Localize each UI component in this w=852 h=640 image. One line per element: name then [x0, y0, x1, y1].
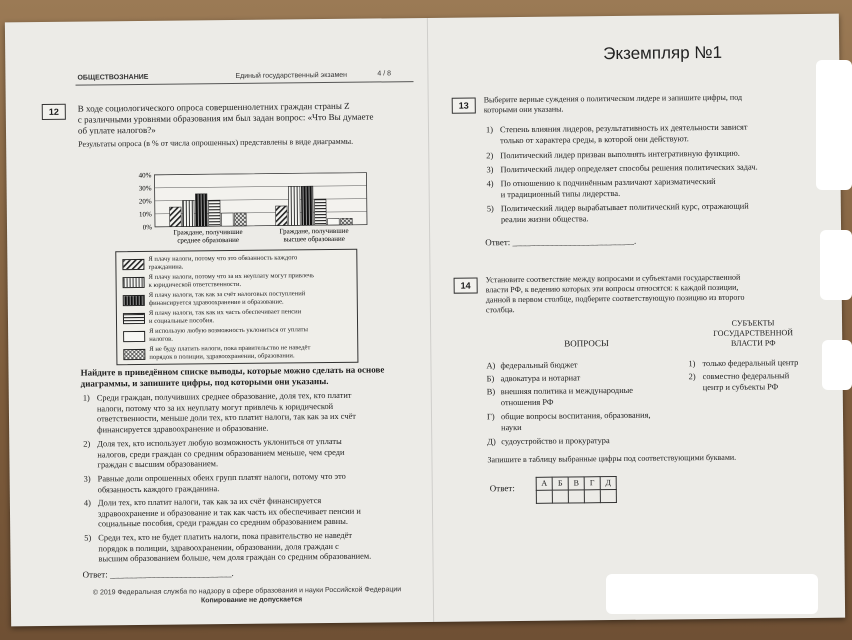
answer-cells-row	[536, 490, 616, 504]
bar	[276, 206, 288, 226]
x-category-label: среднее образование	[177, 235, 240, 245]
subject-label: ОБЩЕСТВОЗНАНИЕ	[77, 73, 149, 82]
intro-line: которыми они указаны.	[483, 104, 564, 115]
legend-line: Я плачу налоги, так как за счёт налоговых поступлений	[148, 290, 306, 299]
option-line: граждан с высшим образованием.	[97, 459, 219, 470]
legend-text	[149, 272, 355, 289]
bar	[235, 213, 247, 226]
question-text	[501, 436, 609, 448]
subject-text	[702, 358, 798, 370]
option-line: и традиционный типы лидерства.	[500, 188, 621, 199]
legend-item	[123, 308, 355, 327]
question-line: Найдите в приведённом списке выводы, которые можно сделать на основе	[80, 364, 385, 378]
question-letter: Д)	[487, 437, 496, 447]
option-line: налоги, потому что за их неуплату могут привлечь к юридической	[96, 401, 334, 413]
legend-line: и социальные пособия.	[148, 316, 215, 325]
option-line: здравоохранение и образование и так как часть их обеспечивает пенсии и	[97, 506, 361, 518]
task-12-option-4	[84, 495, 422, 532]
legend-line: гражданина.	[148, 263, 184, 271]
bar	[170, 207, 182, 227]
option-text	[501, 202, 749, 226]
question-line: внешняя политика и международные	[500, 385, 634, 397]
question-line: науки	[501, 422, 522, 432]
option-number: 4)	[83, 498, 91, 508]
option-number: 3)	[83, 474, 91, 484]
task-14-column-subjects-title	[698, 318, 808, 349]
option-number: 3)	[486, 165, 494, 175]
question-letter: Б)	[486, 374, 495, 384]
task-14-question-d	[487, 435, 687, 449]
task-14-answer-label: Ответ:	[489, 483, 515, 494]
task-13-option-1	[486, 122, 816, 147]
subject-line: совместно федеральный	[702, 371, 790, 382]
intro-line: Выберите верные суждения о политическом лидере и запишите цифры, под	[483, 92, 743, 105]
legend-line: Я плачу налоги, так как их часть обеспечивает пенсии	[148, 308, 302, 317]
x-category-label: Граждане, получившие	[173, 227, 243, 237]
option-text	[500, 149, 740, 162]
option-line: социальные пособия, среди граждан со средним образованием равны.	[98, 516, 348, 529]
task-14-question-g	[487, 410, 687, 434]
page-number: 4 / 8	[377, 70, 392, 78]
question-line: судоустройство и прокуратура	[501, 436, 610, 447]
option-text	[98, 496, 361, 530]
task-13-option-3	[486, 162, 816, 177]
option-line: Политический лидер определяет способы решения политических задач.	[500, 162, 758, 175]
task-14-column-questions-title: ВОПРОСЫ	[564, 338, 609, 349]
survey-bar-chart	[128, 169, 369, 246]
option-number: 4)	[486, 179, 494, 189]
option-text	[501, 177, 716, 200]
task-12-option-3	[84, 471, 422, 497]
task-12-intro-line: с различными уровнями образования им был задан вопрос: «Чтo Вы думаете	[77, 111, 374, 125]
y-tick-label: 0%	[142, 223, 153, 232]
subject-text	[703, 371, 790, 393]
bar	[314, 199, 326, 225]
answer-cell[interactable]	[584, 490, 600, 503]
task-14-subject-2	[689, 371, 819, 394]
legend-line: Я не буду платить налоги, пока правительство не наведёт	[149, 344, 311, 353]
legend-text	[149, 344, 355, 361]
task-12-option-2	[83, 436, 421, 473]
intro-line: данной в первом столбце, подберите соответствующую позицию из второго	[485, 292, 745, 305]
option-number: 2)	[83, 439, 91, 449]
legend-swatch-vert-bold	[123, 295, 145, 306]
task-14-question-a	[486, 359, 686, 373]
answer-letters-row	[536, 477, 616, 491]
option-line: финансируется здравоохранение и образование.	[97, 423, 269, 434]
intro-line: Установите соответствие между вопросами и субъектами государственной	[485, 272, 741, 285]
redaction-patch	[606, 574, 818, 614]
copy-title: Экземпляр №1	[603, 42, 723, 64]
option-line: Политический лидер призван выполнять интегративную функцию.	[500, 148, 740, 161]
bar	[328, 218, 340, 225]
option-line: только от характера среды, в которой они действуют.	[500, 133, 689, 145]
y-tick-label: 40%	[138, 171, 152, 180]
y-tick-label: 20%	[138, 197, 152, 206]
bar	[288, 186, 300, 225]
redaction-patch	[820, 230, 852, 300]
option-number: 1)	[82, 393, 90, 403]
answer-cell[interactable]	[568, 490, 584, 503]
y-tick-label: 30%	[138, 184, 152, 193]
exam-sheet	[5, 14, 845, 627]
task-14-question-b	[487, 372, 687, 386]
legend-swatch-horiz	[123, 313, 145, 324]
option-line: Среди тех, кто не будет платить налоги, пока правительство не наведёт	[98, 530, 353, 543]
answer-letter: А	[536, 477, 552, 490]
legend-swatch-vert-light	[123, 277, 145, 288]
option-line: Политический лидер вырабатывает политический курс, отражающий	[500, 201, 749, 214]
bar	[195, 194, 207, 227]
option-line: реалии жизни общества.	[500, 213, 589, 224]
legend-item	[122, 254, 354, 273]
header-rule	[76, 81, 414, 86]
legend-swatch-blank	[123, 331, 145, 342]
subject-number: 1)	[688, 359, 696, 369]
option-line: обязанность каждого гражданина.	[97, 483, 220, 494]
legend-item	[123, 344, 355, 363]
legend-swatch-diag	[122, 259, 144, 270]
legend-line: Я плачу налоги, потому что за их неуплату могут привлечь	[148, 272, 315, 281]
answer-cell[interactable]	[536, 490, 552, 503]
option-number: 1)	[485, 125, 494, 135]
legend-item	[123, 272, 355, 291]
question-line: адвокатура и нотариат	[500, 373, 581, 384]
question-text	[501, 373, 581, 384]
exam-label: Единый государственный экзамен	[235, 71, 348, 80]
task-12-option-5	[84, 530, 422, 567]
task-12-number: 12	[42, 104, 66, 120]
answer-letter: Г	[584, 477, 600, 490]
question-text	[501, 386, 633, 408]
question-letter: Г)	[486, 412, 495, 422]
legend-line: Я использую любую возможность уклониться от уплаты	[149, 326, 308, 335]
x-category-label: Граждане, получившие	[279, 226, 349, 236]
footer-copy-note: Копирование не допускается	[200, 596, 303, 605]
subject-line: центр и субъекты РФ	[702, 381, 779, 392]
intro-line: столбца.	[485, 305, 515, 315]
option-text	[500, 123, 748, 147]
task-13-intro	[484, 92, 814, 115]
bar	[222, 213, 234, 226]
question-line: общие вопросы воспитания, образования,	[500, 410, 651, 422]
question-line: диаграммы, и запишите цифры, под которыми они указаны.	[80, 376, 329, 389]
option-text	[98, 472, 346, 496]
task-12-intro	[78, 100, 418, 137]
task-12-option-1	[83, 390, 421, 438]
option-line: Доли тех, кто платит налоги, так как за их счёт финансируется	[97, 496, 322, 508]
title-line: ГОСУДАРСТВЕННОЙ	[713, 328, 794, 338]
answer-cell[interactable]	[552, 490, 568, 503]
task-13-answer-field[interactable]: Ответ: ___________________________.	[485, 235, 637, 248]
option-text	[500, 163, 757, 176]
option-text	[98, 531, 371, 565]
option-number: 5)	[84, 533, 92, 543]
option-line: Доля тех, кто использует любую возможность уклониться от уплаты	[97, 436, 342, 449]
task-12-answer-field[interactable]: Ответ: ___________________________.	[82, 568, 234, 580]
bar	[341, 218, 353, 225]
subject-line: только федеральный центр	[702, 358, 799, 369]
footer-copyright: © 2019 Федеральная служба по надзору в сфере образования и науки Российской Федерации	[92, 586, 402, 597]
option-line: высшим образованием больше, чем доля граждан со средним образованием.	[98, 551, 372, 564]
legend-item	[123, 290, 355, 309]
option-line: Среди граждан, получивших среднее образование, доля тех, кто платит	[96, 390, 352, 403]
legend-text	[148, 254, 354, 271]
question-letter: А)	[486, 361, 496, 371]
results-caption: Результаты опроса (в % от числа опрошенных) представлены в виде диаграммы.	[78, 136, 354, 149]
option-line: налогов, среди граждан со средним образованием меньше, чем среди	[97, 447, 345, 459]
title-line: ВЛАСТИ РФ	[730, 338, 776, 348]
subject-number: 2)	[688, 372, 696, 382]
question-line: отношения РФ	[500, 397, 554, 407]
option-text	[97, 391, 356, 436]
task-14-answer-table	[536, 476, 617, 504]
task-13-option-4	[487, 176, 817, 201]
x-category-label: высшее образование	[283, 234, 345, 244]
task-14-intro	[486, 272, 816, 315]
option-line: ответственности, меньше доли тех, кто платит налоги, так как за их счёт	[96, 411, 356, 424]
option-number: 5)	[486, 204, 494, 214]
redaction-patch	[816, 60, 852, 190]
answer-letter: Б	[552, 477, 568, 490]
legend-swatch-cross	[123, 349, 145, 360]
task-14-instruction: Запишите в таблицу выбранные цифры под соответствующими буквами.	[487, 452, 737, 465]
option-line: Степень влияния лидеров, результативность их деятельности зависят	[499, 122, 748, 135]
legend-line: порядок в полиции, здравоохранении, образовании.	[149, 351, 295, 361]
answer-cell[interactable]	[600, 490, 616, 503]
question-line: федеральный бюджет	[500, 360, 578, 371]
question-text	[501, 411, 651, 434]
title-line: СУБЪЕКТЫ	[731, 318, 775, 328]
legend-line: налогов.	[149, 335, 173, 343]
task-13-option-5	[487, 201, 817, 226]
bar	[182, 200, 194, 226]
y-tick-label: 10%	[138, 210, 152, 219]
task-13-number: 13	[452, 97, 476, 113]
legend-line: к юридической ответственности.	[148, 280, 242, 289]
legend-line: Я плачу налоги, потому что это обязанность каждого	[148, 254, 298, 263]
legend-text	[149, 290, 355, 307]
option-line: порядок в полиции, здравоохранении, образовании, доля граждан с	[98, 541, 339, 553]
legend-text	[149, 308, 355, 325]
answer-letter: В	[568, 477, 584, 490]
task-14-number: 14	[454, 277, 478, 293]
legend-text	[149, 326, 355, 343]
option-text	[97, 437, 344, 471]
task-14-subject-1	[688, 358, 818, 371]
bar	[301, 186, 313, 225]
task-12-intro-line: В ходе социологического опроса совершеннолетних граждан страны Z	[77, 100, 350, 114]
intro-line: власти РФ, к ведению которых эти вопросы относятся: к каждой позиции,	[485, 282, 739, 295]
bar	[208, 200, 220, 226]
legend-item	[123, 326, 355, 345]
task-14-question-v	[487, 385, 687, 409]
task-12-question	[80, 364, 420, 390]
legend-line: финансируется здравоохранение и образование.	[148, 298, 284, 307]
option-line: По отношению к подчинённым различают харизматический	[500, 176, 716, 189]
question-letter: В)	[486, 387, 496, 397]
redaction-patch	[822, 340, 852, 390]
answer-letter: Д	[600, 477, 616, 490]
option-line: Равные доли опрошенных обеих групп платят налоги, потому что это	[97, 471, 346, 484]
option-number: 2)	[486, 151, 494, 161]
question-text	[500, 360, 577, 371]
task-12-intro-line: об уплате налогов?»	[77, 124, 156, 136]
task-13-option-2	[486, 148, 816, 163]
chart-legend	[115, 249, 358, 366]
